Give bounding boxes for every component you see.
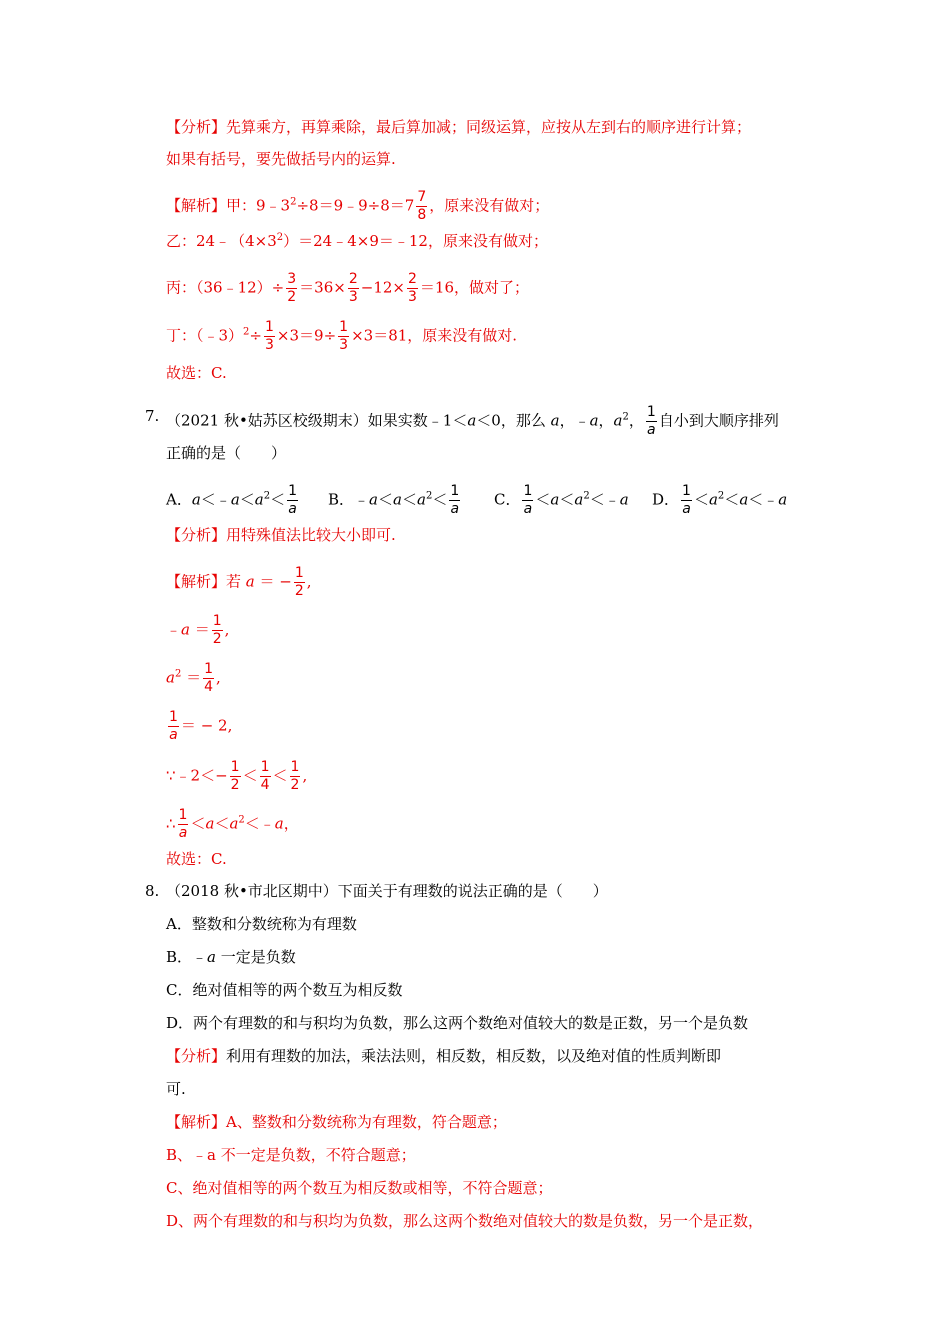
q8-stem: （2018 秋•市北区期中）下面关于有理数的说法正确的是（ ） <box>166 882 608 900</box>
q8-option-a: A．整数和分数统称为有理数 <box>166 915 357 933</box>
q8-solution-d: D、两个有理数的和与积均为负数，那么这两个数绝对值较大的数是负数，另一个是正数， <box>166 1212 764 1230</box>
fraction-1-over-a: $\frac{1}{a}$ <box>646 404 656 438</box>
fraction-7-8: $\frac{7}{8}$ <box>417 189 427 223</box>
q7-option-a: A．$a<﹣a<a^2<$ $\frac{1}{a}$ <box>166 483 298 517</box>
fraction-1-3: $\frac{1}{3}$ <box>265 319 274 353</box>
q7-solution-line4: $\frac{1}{a}$ ＝ − 2, <box>169 709 233 743</box>
q6-solution-yi: 乙：$24﹣(4\times 3^2)=24﹣4\times 9=﹣12$，原来没有做对； <box>166 232 548 250</box>
q8-analysis-line1: 【分析】利用有理数的加法，乘法法则，相反数，相反数，以及绝对值的性质判断即 <box>166 1047 722 1065</box>
q6-solution-bing: 丙：（36﹣12）÷ $\frac{3}{2}$ ＝36× $\frac{2}{3}$ −12× $\frac{2}{3}$ ＝16，做对了； <box>166 271 529 305</box>
q7-stem-line2: 正确的是（ ） <box>166 444 287 462</box>
fraction-2-3: $\frac{2}{3}$ <box>348 271 358 305</box>
q8-solution-c: C、绝对值相等的两个数互为相反数或相等，不符合题意； <box>166 1179 553 1197</box>
q6-analysis-line1: 【分析】先算乘方，再算乘除，最后算加减；同级运算，应按从左到右的顺序进行计算； <box>166 118 752 136</box>
fraction-3-2: $\frac{3}{2}$ <box>287 271 297 305</box>
q8-analysis-line2: 可. <box>166 1080 186 1098</box>
q7-answer: 故选：C. <box>166 850 227 868</box>
q7-number: 7. <box>145 407 160 425</box>
q7-solution-line2: ﹣a ＝ $\frac{1}{2}$ , <box>166 613 230 647</box>
q6-solution-jia: 【解析】甲：$9﹣3^2\div 8=9﹣9\div 8=7$ $\frac{7}{8}$ ，原来没有做对； <box>166 189 550 223</box>
analysis-tag: 【分析】 <box>166 118 227 136</box>
fraction-1-3: $\frac{1}{3}$ <box>339 319 349 353</box>
q7-option-d: D． $\frac{1}{a}$ $<a^2<a<﹣a$ <box>652 483 788 517</box>
q8-solution-a: 【解析】A、整数和分数统称为有理数，符合题意； <box>166 1113 507 1131</box>
q6-solution-ding: 丁：（﹣3）$^2$÷ $\frac{1}{3}$ ×3＝9÷ $\frac{1}{3}$ ×3＝81，原来没有做对. <box>166 319 518 353</box>
q8-option-d: D．两个有理数的和与积均为负数，那么这两个数绝对值较大的数是正数，另一个是负数 <box>166 1014 749 1032</box>
fraction-2-3: $\frac{2}{3}$ <box>407 271 417 305</box>
q7-solution-line5: ∵﹣2＜− $\frac{1}{2}$ ＜ $\frac{1}{4}$ ＜ $\frac{1}{2}$ , <box>166 759 308 793</box>
q8-option-b: B．﹣a 一定是负数 <box>166 948 296 966</box>
q8-number: 8. <box>145 882 160 900</box>
q6-analysis-line2: 如果有括号，要先做括号内的运算. <box>166 150 396 168</box>
q7-solution-line6: ∴ $\frac{1}{a}$ $<a<a^2<﹣a$， <box>166 807 299 841</box>
q6-answer: 故选：C. <box>166 364 227 382</box>
q7-solution-line1: 【解析】若 a ＝ − $\frac{1}{2}$ , <box>166 565 312 599</box>
q7-solution-line3: $a^2$ ＝ $\frac{1}{4}$ , <box>166 661 221 695</box>
q7-option-c: C． $\frac{1}{a}$ $<a<a^2<﹣a$ <box>494 483 629 517</box>
q7-stem-line1: （2021 秋•姑苏区校级期末）如果实数﹣1＜a＜0，那么 a，﹣a，$a^2$， $\frac{1}{a}$ 自小到大顺序排列 <box>166 404 779 438</box>
q7-analysis: 【分析】用特殊值法比较大小即可. <box>166 526 396 544</box>
q8-solution-b: B、﹣a 不一定是负数，不符合题意； <box>166 1146 416 1164</box>
q8-option-c: C．绝对值相等的两个数互为相反数 <box>166 981 403 999</box>
q7-options <box>166 484 787 517</box>
q7-option-b: B．$﹣a<a<a^2<$ $\frac{1}{a}$ <box>328 483 460 517</box>
